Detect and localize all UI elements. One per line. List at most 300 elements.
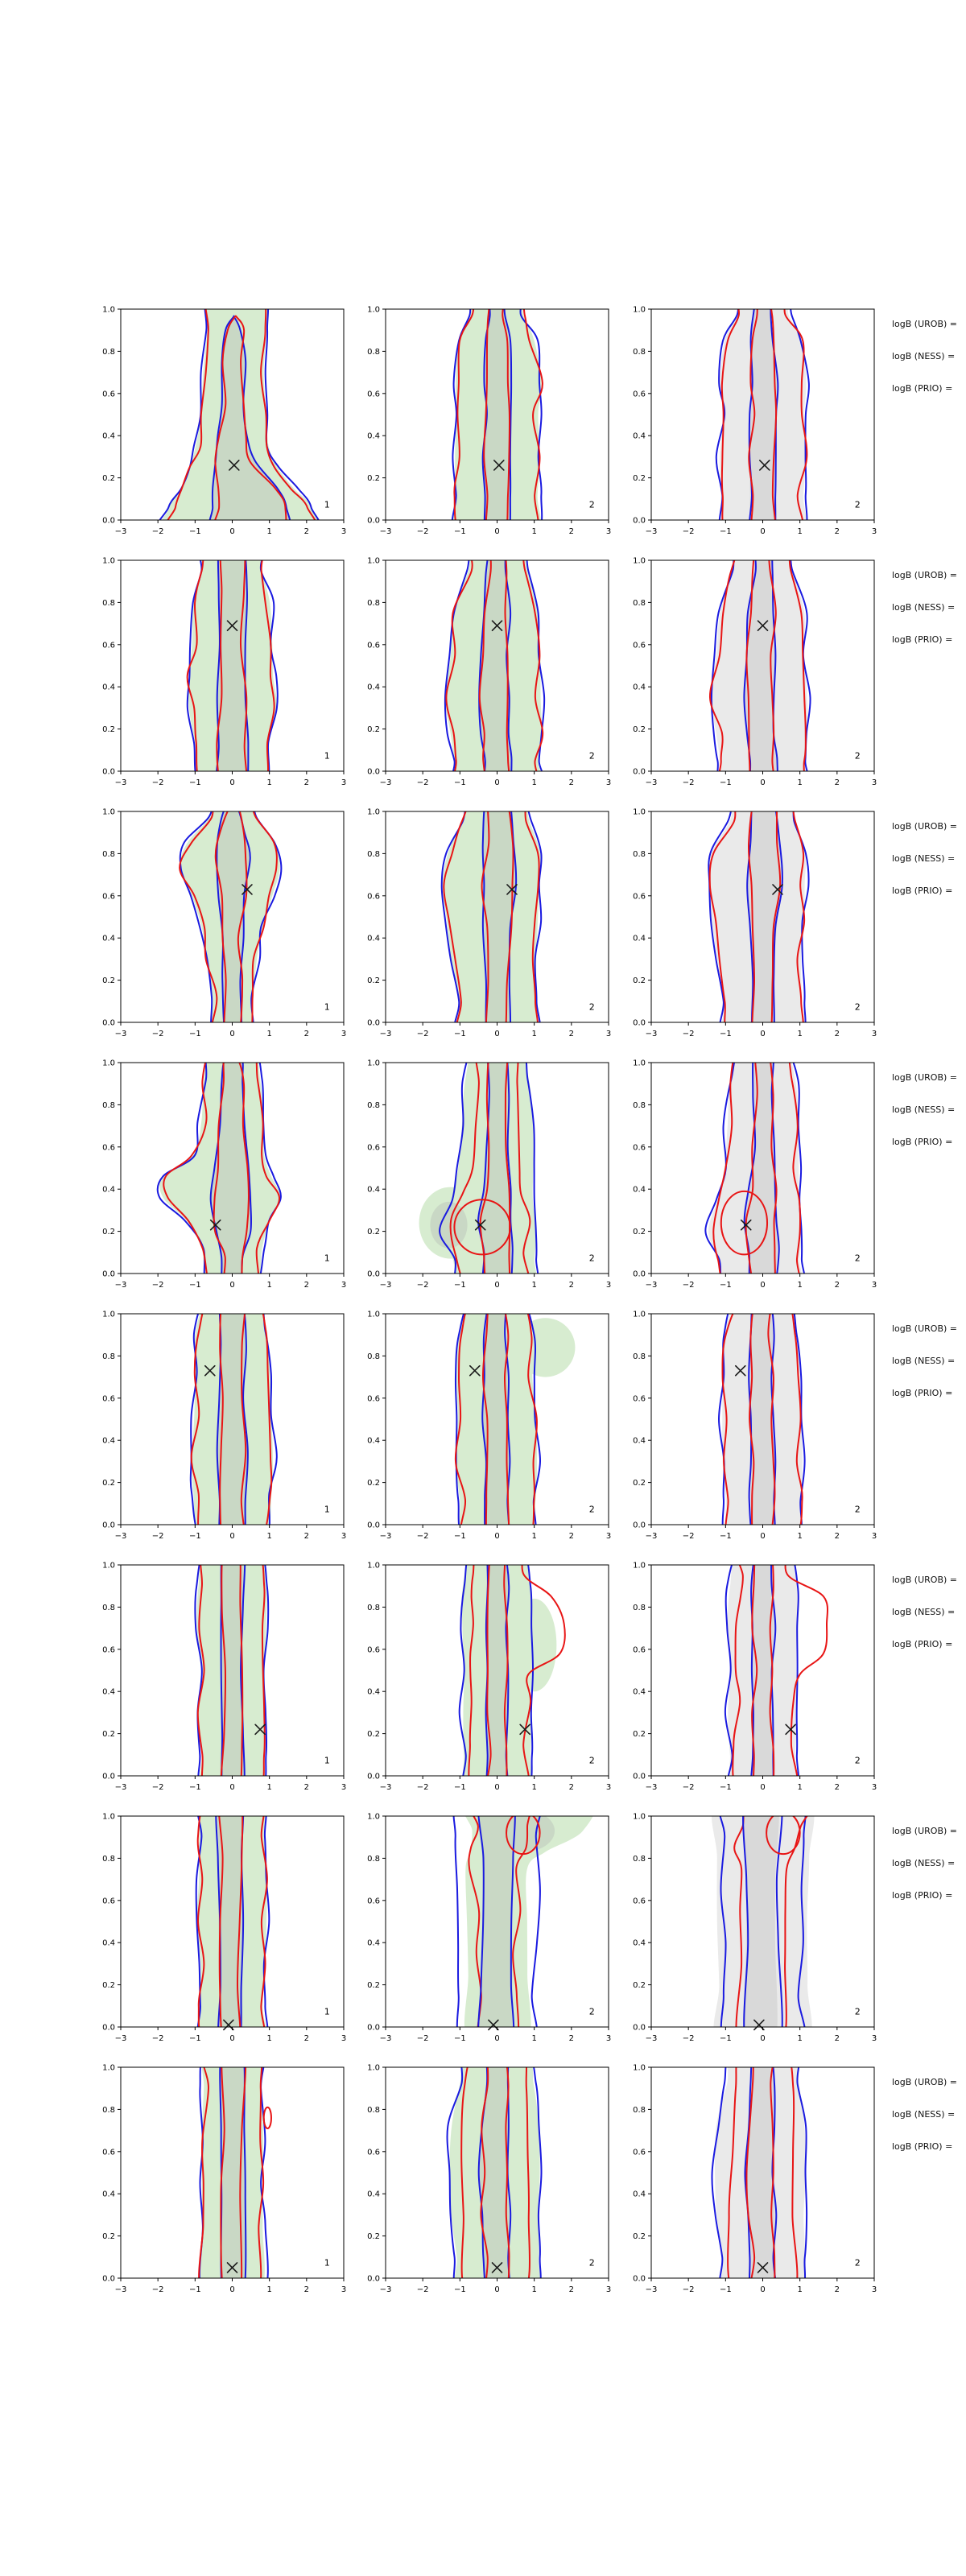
- x-tick-label: −3: [645, 2034, 658, 2043]
- x-tick-label: 2: [303, 1030, 310, 1038]
- x-tick-label: −2: [416, 1783, 429, 1792]
- x-tick-label: −2: [151, 2034, 164, 2043]
- y-tick-label: 0.4: [367, 431, 380, 441]
- x-tick-label: 0: [494, 527, 500, 536]
- x-tick-label: −1: [188, 778, 201, 787]
- y-tick-label: 0.6: [633, 1645, 646, 1655]
- y-tick-label: 0.2: [102, 1228, 115, 1237]
- logb-label: logB (NESS) =: [892, 351, 956, 361]
- corner-label: 2: [854, 1755, 861, 1766]
- corner-label: 1: [324, 750, 330, 762]
- x-tick-label: −2: [151, 1532, 164, 1541]
- contour-layer: [199, 2059, 271, 2305]
- y-tick-label: 0.4: [367, 1938, 380, 1948]
- x-tick-label: −3: [645, 1532, 658, 1541]
- y-tick-label: 0.4: [367, 683, 380, 692]
- y-tick-label: 0.0: [367, 516, 380, 526]
- x-tick-label: 2: [834, 2285, 840, 2294]
- plot-r1c3: [615, 301, 881, 547]
- y-tick-label: 0.4: [367, 1687, 380, 1697]
- corner-label: 2: [588, 1755, 595, 1766]
- x-tick-label: 2: [834, 1281, 840, 1290]
- y-tick-label: 0.6: [367, 892, 380, 902]
- y-tick-label: 0.0: [367, 1772, 380, 1781]
- x-tick-label: 3: [871, 2034, 877, 2043]
- x-tick-label: 3: [871, 1281, 877, 1290]
- x-tick-label: 3: [605, 1030, 612, 1038]
- y-tick-label: 1.0: [633, 1812, 646, 1822]
- logb-label: logB (PRIO) =: [892, 1890, 953, 1901]
- plot-r4c3: [615, 1055, 881, 1300]
- corner-label: 1: [324, 1001, 330, 1013]
- x-tick-label: −2: [151, 1030, 164, 1038]
- y-tick-label: 1.0: [102, 305, 115, 315]
- plot-r3c3: [615, 803, 881, 1049]
- x-tick-label: 0: [229, 527, 235, 536]
- y-tick-label: 0.8: [633, 2105, 646, 2115]
- y-tick-label: 0.0: [633, 1521, 646, 1530]
- contour-layer: [710, 552, 811, 791]
- y-tick-label: 1.0: [633, 807, 646, 817]
- plot-r8c3: [615, 2059, 881, 2305]
- y-tick-label: 0.4: [102, 1938, 115, 1948]
- plot-r5c3: [615, 1306, 881, 1551]
- plot-r4c1: [85, 1055, 350, 1300]
- x-tick-label: −3: [114, 2285, 127, 2294]
- logb-label: logB (PRIO) =: [892, 1388, 953, 1398]
- x-tick-label: −2: [416, 2285, 429, 2294]
- y-tick-label: 0.0: [102, 767, 115, 777]
- x-tick-label: 0: [229, 1532, 235, 1541]
- y-tick-label: 0.6: [367, 390, 380, 399]
- x-tick-label: −3: [114, 2034, 127, 2043]
- x-tick-label: 0: [760, 1532, 766, 1541]
- x-tick-label: 0: [494, 1030, 500, 1038]
- x-tick-label: 0: [494, 2285, 500, 2294]
- side-labels-row-7: [892, 1826, 966, 1922]
- x-tick-label: 1: [797, 1030, 803, 1038]
- x-tick-label: 3: [605, 778, 612, 787]
- x-tick-label: −3: [379, 1281, 392, 1290]
- corner-label: 2: [588, 2257, 595, 2268]
- y-tick-label: 0.8: [367, 2105, 380, 2115]
- x-tick-label: −3: [645, 2285, 658, 2294]
- plot-r8c2: [349, 2059, 615, 2305]
- logb-label: logB (NESS) =: [892, 1104, 956, 1115]
- x-tick-label: −2: [416, 1532, 429, 1541]
- y-tick-label: 0.0: [102, 1269, 115, 1279]
- x-tick-label: 3: [605, 1783, 612, 1792]
- contour-layer: [445, 552, 545, 791]
- x-tick-label: −3: [379, 1532, 392, 1541]
- y-tick-label: 0.2: [633, 2232, 646, 2242]
- x-tick-label: −3: [379, 2034, 392, 2043]
- y-tick-label: 0.4: [367, 1436, 380, 1446]
- corner-label: 2: [854, 1253, 861, 1264]
- y-tick-label: 0.8: [367, 1100, 380, 1110]
- x-tick-label: 1: [797, 1532, 803, 1541]
- plot-r1c2: [349, 301, 615, 547]
- x-tick-label: 3: [341, 527, 347, 536]
- y-tick-label: 0.6: [367, 1143, 380, 1153]
- corner-label: 2: [854, 2006, 861, 2017]
- x-tick-label: −3: [114, 1281, 127, 1290]
- x-tick-label: 1: [531, 2285, 537, 2294]
- x-tick-label: −3: [114, 1030, 127, 1038]
- x-tick-label: 1: [266, 1030, 272, 1038]
- y-tick-label: 0.6: [102, 1143, 115, 1153]
- x-tick-label: 0: [494, 1532, 500, 1541]
- contour-layer: [442, 803, 542, 1046]
- y-tick-label: 1.0: [633, 1561, 646, 1571]
- x-tick-label: 3: [341, 778, 347, 787]
- logb-label: logB (NESS) =: [892, 2109, 956, 2120]
- x-tick-label: −1: [188, 1281, 201, 1290]
- y-tick-label: 0.2: [633, 725, 646, 735]
- y-tick-label: 0.6: [633, 641, 646, 650]
- y-tick-label: 0.8: [367, 1352, 380, 1361]
- contour-layer: [195, 1557, 268, 1800]
- x-tick-label: 2: [834, 1532, 840, 1541]
- x-tick-label: 0: [760, 2034, 766, 2043]
- contour-layer: [416, 1055, 539, 1295]
- y-tick-label: 0.2: [633, 976, 646, 986]
- y-tick-label: 0.6: [367, 641, 380, 650]
- corner-label: 1: [324, 499, 330, 510]
- x-tick-label: 1: [266, 2034, 272, 2043]
- x-tick-label: 2: [568, 1783, 575, 1792]
- x-tick-label: −3: [645, 778, 658, 787]
- y-tick-label: 0.8: [102, 1854, 115, 1864]
- y-tick-label: 0.0: [633, 767, 646, 777]
- y-tick-label: 0.6: [367, 1897, 380, 1906]
- corner-label: 1: [324, 2257, 330, 2268]
- y-tick-label: 0.4: [102, 431, 115, 441]
- x-tick-label: −3: [645, 527, 658, 536]
- y-tick-label: 0.8: [367, 347, 380, 357]
- plot-r2c3: [615, 552, 881, 798]
- x-tick-label: 1: [531, 1030, 537, 1038]
- x-tick-label: −1: [188, 1783, 201, 1792]
- x-tick-label: 3: [871, 1030, 877, 1038]
- x-tick-label: 3: [871, 778, 877, 787]
- x-tick-label: −2: [416, 1281, 429, 1290]
- y-tick-label: 0.6: [102, 892, 115, 902]
- contour-layer: [156, 301, 321, 541]
- x-tick-label: 1: [266, 778, 272, 787]
- x-tick-label: 3: [605, 2285, 612, 2294]
- contour-layer: [719, 1306, 805, 1547]
- x-tick-label: −2: [416, 1030, 429, 1038]
- x-tick-label: 1: [266, 1783, 272, 1792]
- y-tick-label: 0.2: [367, 1479, 380, 1488]
- x-tick-label: 2: [568, 2034, 575, 2043]
- y-tick-label: 0.8: [102, 1100, 115, 1110]
- y-tick-label: 0.4: [367, 2190, 380, 2199]
- y-tick-label: 0.8: [102, 1603, 115, 1612]
- x-tick-label: −1: [188, 1532, 201, 1541]
- x-tick-label: 3: [871, 527, 877, 536]
- x-tick-label: 2: [834, 1030, 840, 1038]
- x-tick-label: 2: [834, 778, 840, 787]
- x-tick-label: 1: [266, 1532, 272, 1541]
- y-tick-label: 1.0: [367, 1059, 380, 1068]
- y-tick-label: 1.0: [367, 807, 380, 817]
- y-tick-label: 0.6: [102, 1897, 115, 1906]
- logb-label: logB (UROB) =: [892, 821, 958, 832]
- y-tick-label: 0.8: [633, 1854, 646, 1864]
- y-tick-label: 0.0: [367, 1269, 380, 1279]
- contour-layer: [188, 1306, 277, 1548]
- x-tick-label: −1: [453, 1783, 466, 1792]
- logb-label: logB (NESS) =: [892, 1607, 956, 1617]
- y-tick-label: 0.4: [102, 1185, 115, 1195]
- y-tick-label: 0.6: [367, 1394, 380, 1404]
- x-tick-label: −3: [645, 1783, 658, 1792]
- y-tick-label: 0.0: [102, 2023, 115, 2033]
- x-tick-label: 2: [303, 2034, 310, 2043]
- contour-layer: [705, 1055, 805, 1295]
- y-tick-label: 1.0: [633, 556, 646, 566]
- y-tick-label: 0.4: [367, 1185, 380, 1195]
- y-tick-label: 0.2: [102, 1479, 115, 1488]
- logb-label: logB (UROB) =: [892, 1826, 958, 1836]
- side-labels-row-4: [892, 1072, 966, 1169]
- plot-r1c1: [85, 301, 350, 547]
- y-tick-label: 0.4: [633, 1687, 646, 1697]
- y-tick-label: 0.6: [102, 1394, 115, 1404]
- logb-label: logB (PRIO) =: [892, 634, 953, 645]
- x-tick-label: 2: [568, 1532, 575, 1541]
- x-tick-label: −1: [719, 527, 732, 536]
- contour-layer: [188, 552, 278, 794]
- x-tick-label: 1: [531, 1532, 537, 1541]
- corner-label: 2: [854, 1001, 861, 1013]
- plot-r5c2: [349, 1306, 615, 1551]
- y-tick-label: 0.4: [633, 1436, 646, 1446]
- y-tick-label: 0.0: [102, 2274, 115, 2284]
- y-tick-label: 0.2: [102, 2232, 115, 2242]
- x-tick-label: 1: [797, 527, 803, 536]
- logb-label: logB (NESS) =: [892, 853, 956, 864]
- y-tick-label: 0.2: [102, 1981, 115, 1991]
- x-tick-label: −1: [453, 2285, 466, 2294]
- corner-label: 2: [854, 2257, 861, 2268]
- y-tick-label: 0.0: [367, 767, 380, 777]
- x-tick-label: 1: [531, 1281, 537, 1290]
- logb-label: logB (UROB) =: [892, 1072, 958, 1083]
- x-tick-label: 2: [568, 1281, 575, 1290]
- y-tick-label: 0.6: [102, 641, 115, 650]
- contour-layer: [453, 1808, 595, 2053]
- corner-label: 2: [588, 1504, 595, 1515]
- x-tick-label: 3: [341, 1783, 347, 1792]
- logb-label: logB (NESS) =: [892, 1858, 956, 1868]
- x-tick-label: 1: [266, 1281, 272, 1290]
- corner-label: 2: [588, 2006, 595, 2017]
- x-tick-label: 0: [494, 1281, 500, 1290]
- x-tick-label: 0: [760, 527, 766, 536]
- corner-label: 2: [588, 499, 595, 510]
- y-tick-label: 0.8: [633, 1352, 646, 1361]
- y-tick-label: 0.2: [633, 1479, 646, 1488]
- y-tick-label: 0.2: [633, 1228, 646, 1237]
- x-tick-label: −2: [682, 2034, 695, 2043]
- plot-r2c2: [349, 552, 615, 798]
- y-tick-label: 0.4: [633, 934, 646, 943]
- y-tick-label: 0.6: [102, 390, 115, 399]
- y-tick-label: 1.0: [633, 305, 646, 315]
- x-tick-label: −1: [719, 1281, 732, 1290]
- x-tick-label: −1: [719, 1783, 732, 1792]
- plot-r3c2: [349, 803, 615, 1049]
- x-tick-label: 3: [871, 1783, 877, 1792]
- x-tick-label: 1: [797, 2034, 803, 2043]
- x-tick-label: −1: [453, 2034, 466, 2043]
- x-tick-label: 3: [341, 1281, 347, 1290]
- x-tick-label: −1: [188, 1030, 201, 1038]
- contour-layer: [712, 1808, 815, 2054]
- x-tick-label: −3: [114, 527, 127, 536]
- plot-r6c2: [349, 1557, 615, 1802]
- y-tick-label: 0.0: [102, 1772, 115, 1781]
- x-tick-label: −1: [188, 2285, 201, 2294]
- y-tick-label: 0.8: [633, 347, 646, 357]
- x-tick-label: 0: [229, 2034, 235, 2043]
- x-tick-label: −2: [151, 527, 164, 536]
- plot-r8c1: [85, 2059, 350, 2305]
- side-labels-row-6: [892, 1575, 966, 1671]
- x-tick-label: 3: [341, 2034, 347, 2043]
- contour-layer: [158, 1055, 281, 1296]
- y-tick-label: 0.0: [367, 1018, 380, 1028]
- y-tick-label: 1.0: [367, 1310, 380, 1319]
- x-tick-label: 3: [605, 527, 612, 536]
- x-tick-label: 0: [760, 1281, 766, 1290]
- x-tick-label: −1: [719, 1532, 732, 1541]
- x-tick-label: −1: [188, 527, 201, 536]
- x-tick-label: 0: [229, 1783, 235, 1792]
- side-labels-row-2: [892, 570, 966, 667]
- corner-label: 2: [588, 1001, 595, 1013]
- side-labels-row-8: [892, 2077, 966, 2174]
- x-tick-label: −2: [416, 527, 429, 536]
- x-tick-label: 2: [303, 1281, 310, 1290]
- y-tick-label: 0.8: [633, 849, 646, 859]
- x-tick-label: 3: [871, 1532, 877, 1541]
- x-tick-label: 1: [797, 1783, 803, 1792]
- x-tick-label: −3: [379, 1783, 392, 1792]
- y-tick-label: 0.6: [102, 1645, 115, 1655]
- x-tick-label: −1: [719, 1030, 732, 1038]
- y-tick-label: 1.0: [102, 1310, 115, 1319]
- plot-r2c1: [85, 552, 350, 798]
- y-tick-label: 1.0: [102, 807, 115, 817]
- contour-layer: [712, 2059, 807, 2305]
- plot-r7c2: [349, 1808, 615, 2054]
- y-tick-label: 1.0: [633, 1310, 646, 1319]
- corner-label: 1: [324, 1253, 330, 1264]
- y-tick-label: 0.4: [102, 2190, 115, 2199]
- x-tick-label: −3: [645, 1281, 658, 1290]
- x-tick-label: −1: [453, 527, 466, 536]
- contour-layer: [716, 301, 809, 543]
- contour-layer: [180, 803, 281, 1046]
- x-tick-label: 3: [341, 1532, 347, 1541]
- x-tick-label: 2: [568, 2285, 575, 2294]
- y-tick-label: 0.2: [102, 725, 115, 735]
- contour-layer: [460, 1557, 565, 1799]
- logb-label: logB (NESS) =: [892, 602, 956, 613]
- y-tick-label: 0.0: [102, 516, 115, 526]
- x-tick-label: −1: [719, 2034, 732, 2043]
- y-tick-label: 0.2: [367, 1228, 380, 1237]
- x-tick-label: 1: [797, 1281, 803, 1290]
- x-tick-label: 1: [531, 527, 537, 536]
- x-tick-label: 3: [341, 2285, 347, 2294]
- x-tick-label: 2: [834, 527, 840, 536]
- x-tick-label: −3: [645, 1030, 658, 1038]
- y-tick-label: 1.0: [367, 1812, 380, 1822]
- y-tick-label: 0.0: [633, 2023, 646, 2033]
- contour-layer: [725, 1557, 828, 1799]
- x-tick-label: −2: [416, 778, 429, 787]
- x-tick-label: 3: [605, 1532, 612, 1541]
- contour-layer: [448, 2059, 542, 2305]
- y-tick-label: 0.2: [367, 1981, 380, 1991]
- x-tick-label: −2: [682, 1783, 695, 1792]
- y-tick-label: 0.8: [367, 1603, 380, 1612]
- y-tick-label: 0.6: [633, 390, 646, 399]
- x-tick-label: −3: [379, 527, 392, 536]
- y-tick-label: 0.4: [633, 2190, 646, 2199]
- plot-r5c1: [85, 1306, 350, 1551]
- x-tick-label: 2: [303, 1783, 310, 1792]
- y-tick-label: 0.4: [102, 683, 115, 692]
- x-tick-label: 3: [871, 2285, 877, 2294]
- plot-r6c1: [85, 1557, 350, 1802]
- x-tick-label: −2: [416, 2034, 429, 2043]
- x-tick-label: 1: [531, 778, 537, 787]
- y-tick-label: 1.0: [633, 2063, 646, 2073]
- y-tick-label: 1.0: [102, 2063, 115, 2073]
- y-tick-label: 0.8: [102, 849, 115, 859]
- x-tick-label: 0: [760, 778, 766, 787]
- x-tick-label: −2: [682, 778, 695, 787]
- y-tick-label: 0.6: [633, 1394, 646, 1404]
- y-tick-label: 0.2: [367, 725, 380, 735]
- y-tick-label: 0.6: [633, 2148, 646, 2157]
- logb-label: logB (UROB) =: [892, 1323, 958, 1334]
- x-tick-label: 0: [229, 1281, 235, 1290]
- logb-label: logB (PRIO) =: [892, 383, 953, 394]
- corner-label: 2: [588, 750, 595, 762]
- y-tick-label: 0.6: [633, 892, 646, 902]
- y-tick-label: 0.0: [102, 1521, 115, 1530]
- plot-r4c2: [349, 1055, 615, 1300]
- y-tick-label: 0.8: [367, 849, 380, 859]
- y-tick-label: 0.0: [102, 1018, 115, 1028]
- x-tick-label: −2: [682, 1030, 695, 1038]
- x-tick-label: 0: [760, 1030, 766, 1038]
- x-tick-label: 1: [266, 2285, 272, 2294]
- logb-label: logB (NESS) =: [892, 1356, 956, 1366]
- y-tick-label: 0.8: [102, 598, 115, 608]
- y-tick-label: 0.6: [367, 1645, 380, 1655]
- x-tick-label: −2: [151, 2285, 164, 2294]
- plot-r7c1: [85, 1808, 350, 2054]
- corner-label: 2: [854, 1504, 861, 1515]
